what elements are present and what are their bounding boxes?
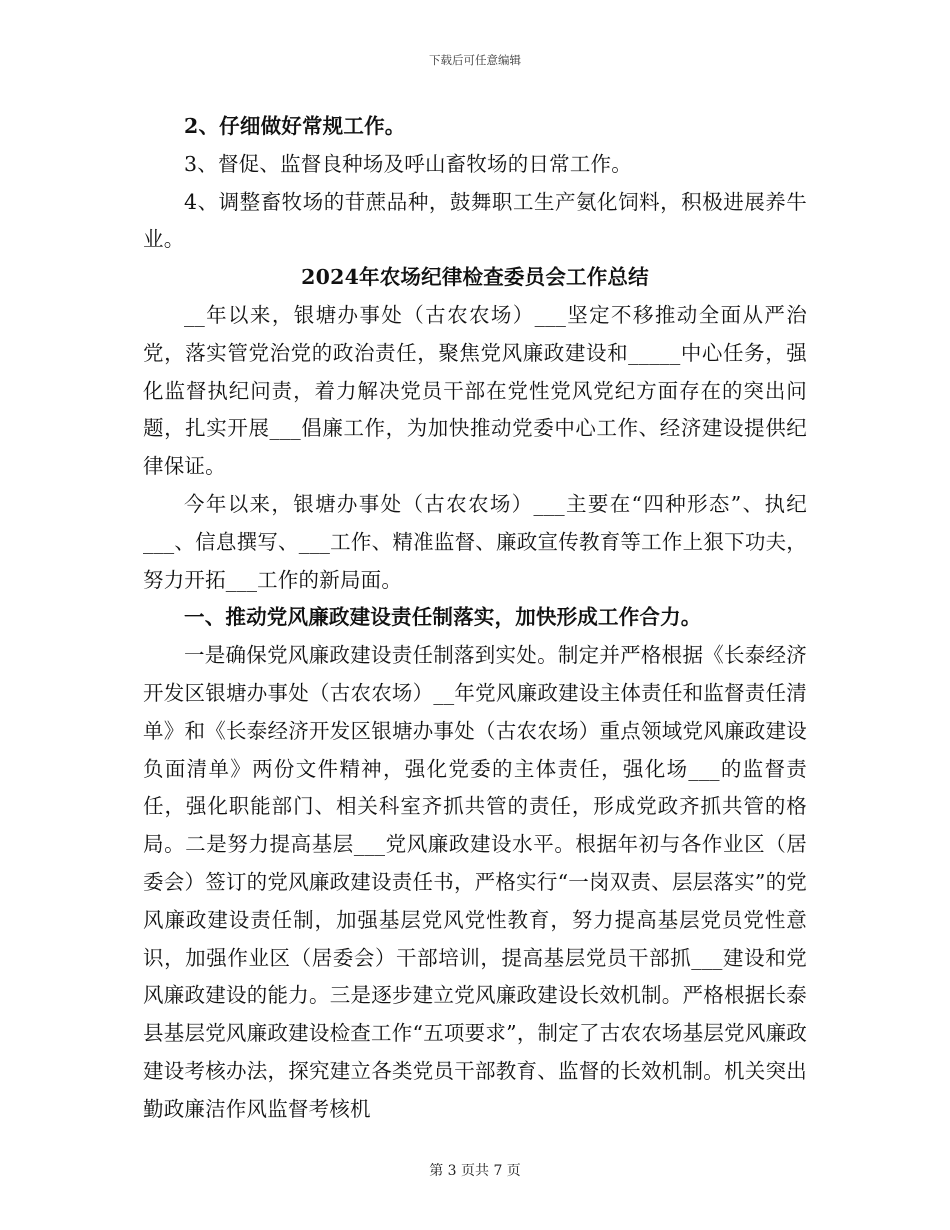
section-heading-1: 一、推动党风廉政建设责任制落实，加快形成工作合力。 [184,605,702,630]
paragraph-responsibility: 一是确保党风廉政建设责任制落到实处。制定并严格根据《长泰经济开发区银塘办事处（古农农场）__年党风廉政建设主体责任和监督责任清单》和《长泰经济开发区银塘办事处（古农农场）重点领域党风廉政建设负面清单》两份文件精神，强化党委的主体责任，强化场___的监督责任，强化职能部门、相关科室齐抓共管的责任，形成党政齐抓共管的格局。二是努力提高基层___党风廉政建设水平。根据年初与各作业区（居委会）签订的党风廉政建设责任书，严格实行“一岗双责、层层落实”的党风廉政建设责任制，加强基层党风党性教育，努力提高基层党员党性意识，加强作业区（居委会）干部培训，提高基层党员干部抓___建设和党风廉政建设的能力。三是逐步建立党风廉政建设长效机制。严格根据长泰县基层党风廉政建设检查工作“五项要求”，制定了古农农场基层党风廉政建设考核办法，探究建立各类党员干部教育、监督的长效机制。机关突出勤政廉洁作风监督考核机 [143,643,807,1121]
paragraph-item-3: 3、督促、监督良种场及呼山畜牧场的日常工作。 [184,151,632,176]
page-header: 下载后可任意编辑 [429,53,521,67]
paragraph-this-year: 今年以来，银塘办事处（古农农场）___主要在“四种形态”、执纪___、信息撰写、___工作、精准监督、廉政宣传教育等工作上狠下功夫，努力开拓___工作的新局面。 [143,491,807,592]
paragraph-item-4: 4、调整畜牧场的苷蔗品种，鼓舞职工生产氨化饲料，积极进展养牛业。 [143,189,807,252]
page-footer: 第 3 页共 7 页 [429,1163,521,1179]
paragraph-item-2: 2、仔细做好常规工作。 [184,114,406,138]
section-title: 2024年农场纪律检查委员会工作总结 [301,265,649,290]
document-body [143,108,807,1129]
paragraph-intro: __年以来，银塘办事处（古农农场）___坚定不移推动全面从严治党，落实管党治党的政治责任，聚焦党风廉政建设和_____中心任务，强化监督执纪问责，着力解决党员干部在党性党风党纪方面存在的突出问题，扎实开展___倡廉工作，为加快推动党委中心工作、经济建设提供纪律保证。 [143,302,807,479]
